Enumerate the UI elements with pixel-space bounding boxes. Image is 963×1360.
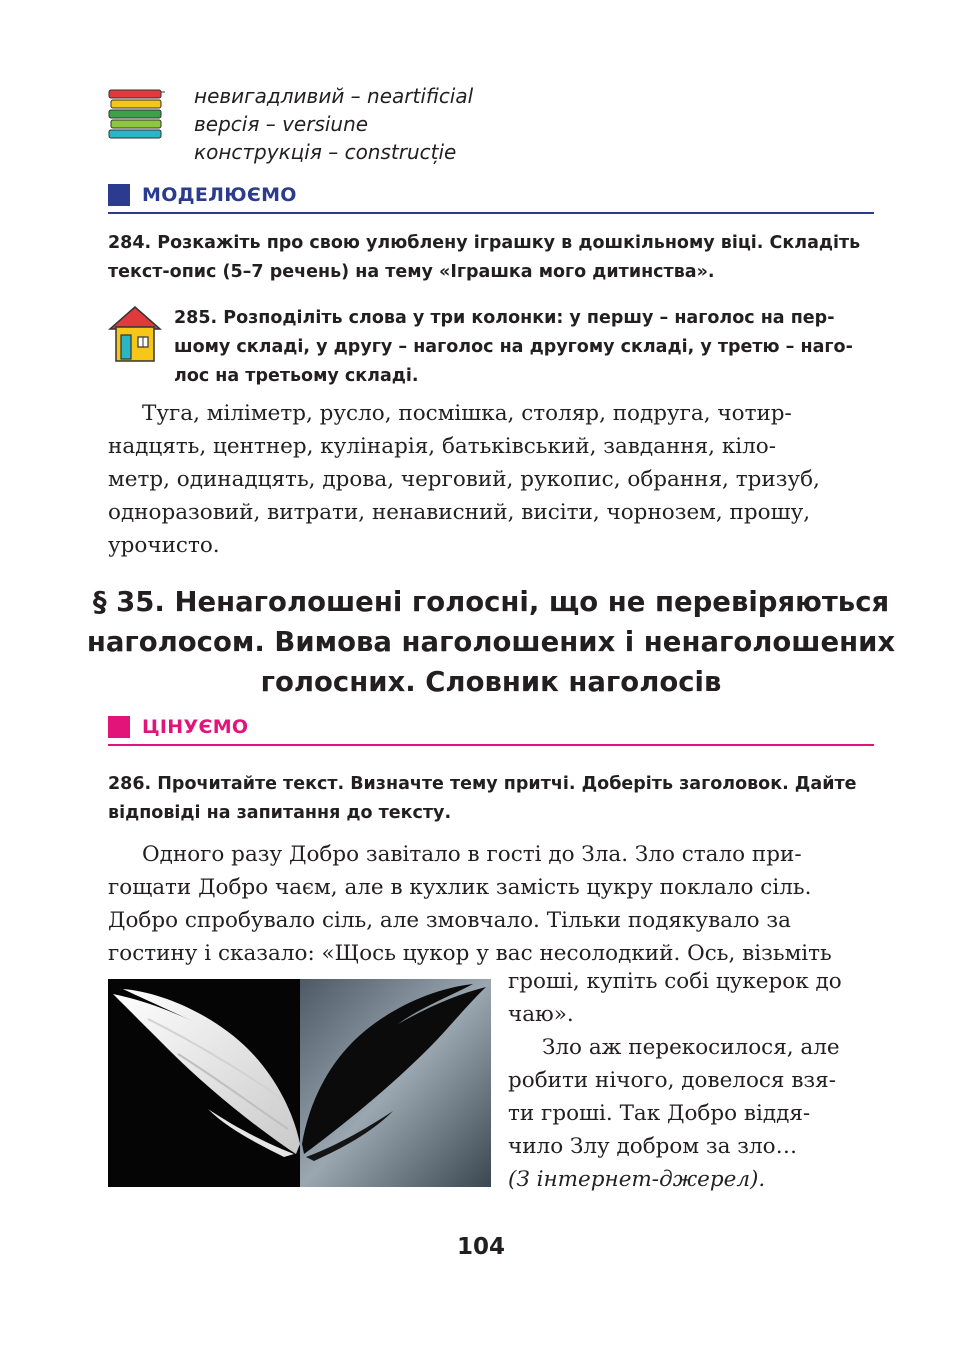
task-285 [174, 304, 894, 391]
parable-text [108, 838, 874, 970]
vocab-item: конструкція – construcție [194, 140, 457, 164]
books-stack-icon [107, 88, 167, 140]
task-284-line: 284. Розкажіть про свою улюблену іграшку в дошкільному віці. Складіть [108, 233, 861, 253]
task-285-line: шому складі, у другу – наголос на другому складі, у третю – наго- [174, 337, 853, 357]
task-284 [108, 229, 888, 287]
parable-line: гощати Добро чаєм, але в кухлик замість цукру поклало сіль. [108, 875, 812, 900]
task-285-line: 285. Розподіліть слова у три колонки: у першу – наголос на пер- [174, 308, 835, 328]
task-286-line: відповіді на запитання до тексту. [108, 803, 452, 823]
section-title-valuing: ЦІНУЄМО [142, 716, 249, 738]
task-285-line: лос на третьому складі. [174, 366, 419, 386]
paragraph-heading [60, 582, 922, 702]
section-divider-modeling [108, 212, 874, 214]
parable-line: чаю». [508, 1002, 574, 1027]
page-number: 104 [456, 1234, 505, 1260]
vocab-item: версія – versiune [194, 112, 369, 136]
word-list [108, 397, 874, 562]
parable-line: робити нічого, довелося взя- [508, 1068, 836, 1093]
parable-side-text [508, 965, 874, 1196]
word-list-line: Туга, міліметр, русло, посмішка, столяр, подруга, чотир- [142, 401, 792, 426]
parable-line: Зло аж перекосилося, але [542, 1035, 840, 1060]
vocabulary-list [194, 82, 614, 166]
task-286 [108, 770, 888, 828]
section-marker-modeling [108, 184, 130, 206]
task-286-line: 286. Прочитайте текст. Визначте тему притчі. Доберіть заголовок. Дайте [108, 774, 857, 794]
paragraph-heading-line: наголосом. Вимова наголошених і ненаголошених [86, 626, 896, 658]
vocab-item: невигадливий – neartificial [194, 84, 474, 108]
section-title-modeling: МОДЕЛЮЄМО [142, 184, 297, 206]
parable-source: (З інтернет-джерел). [508, 1167, 766, 1192]
word-list-line: метр, одинадцять, дрова, черговий, рукопис, обрання, тризуб, [108, 467, 820, 492]
word-list-line: надцять, центнер, кулінарія, батьківський, завдання, кіло- [108, 434, 777, 459]
parable-line: ти гроші. Так Добро віддя- [508, 1101, 811, 1126]
parable-line: Одного разу Добро завітало в гості до Зла. Зло стало при- [142, 842, 802, 867]
parable-line: чило Злу добром за зло… [508, 1134, 798, 1159]
parable-line: Добро спробувало сіль, але змовчало. Тільки подякувало за [108, 908, 791, 933]
wings-illustration [108, 979, 491, 1187]
house-icon [108, 305, 162, 363]
word-list-line: урочисто. [108, 533, 220, 558]
section-divider-valuing [108, 744, 874, 746]
paragraph-heading-line: § 35. Ненаголошені голосні, що не перевіряються [92, 586, 890, 618]
task-284-line: текст-опис (5–7 речень) на тему «Іграшка мого дитинства». [108, 262, 715, 282]
paragraph-heading-line: голосних. Словник наголосів [260, 666, 722, 698]
parable-line: гостину і сказало: «Щось цукор у вас несолодкий. Ось, візьміть [108, 941, 832, 966]
section-marker-valuing [108, 716, 130, 738]
word-list-line: одноразовий, витрати, ненависний, висіти, чорнозем, прошу, [108, 500, 811, 525]
parable-line: гроші, купіть собі цукерок до [508, 969, 842, 994]
